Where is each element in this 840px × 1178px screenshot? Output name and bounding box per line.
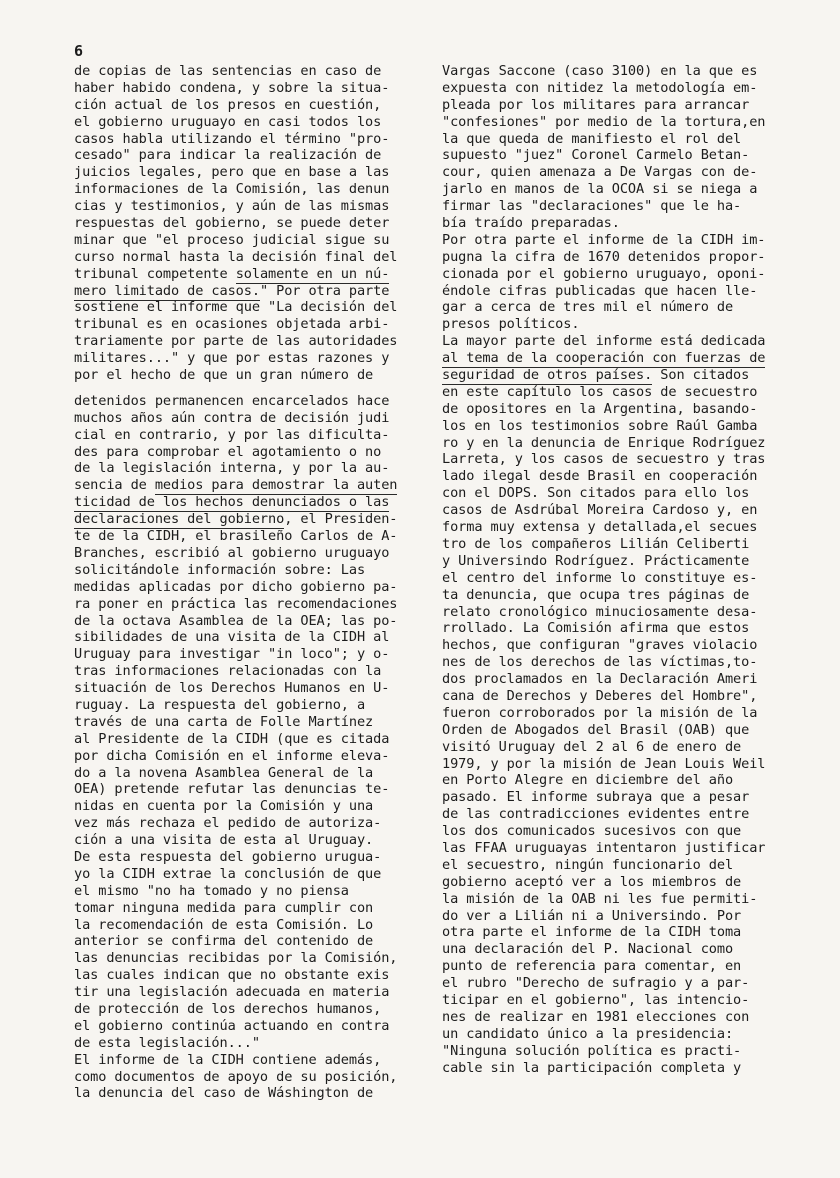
text-line: [74, 950, 414, 967]
text-line: [74, 299, 414, 316]
text-line: [442, 299, 794, 316]
text-segment: la que queda de manifiesto el rol del: [442, 130, 742, 147]
text-line: [74, 900, 414, 917]
text-line: [442, 164, 794, 181]
text-line: [74, 967, 414, 984]
text-line: [74, 613, 414, 630]
text-segment: des para comprobar el agotamiento o no: [74, 443, 382, 460]
text-line: [74, 80, 414, 97]
text-line: [442, 637, 794, 654]
text-segment: Por otra parte el informe de la CIDH im-: [442, 231, 766, 248]
text-line: [74, 748, 414, 765]
text-line: [442, 823, 794, 840]
text-line: [74, 232, 414, 249]
text-line: [74, 917, 414, 934]
text-segment: el gobierno continúa actuando en contra: [74, 1017, 390, 1034]
text-segment: presos políticos.: [442, 316, 580, 333]
text-segment: ra poner en práctica las recomendaciones: [74, 595, 398, 612]
text-line: [74, 731, 414, 748]
text-segment: el mismo "no ha tomado y no piensa: [74, 882, 349, 899]
text-line: [442, 1060, 794, 1077]
text-segment: de la octava Asamblea de la OEA; las po-: [74, 612, 398, 629]
text-line: [442, 316, 794, 333]
text-line: [442, 249, 794, 266]
text-segment: do ver a Lilián ni a Universindo. Por: [442, 907, 742, 924]
text-line: [74, 215, 414, 232]
text-line: [442, 739, 794, 756]
text-segment: hechos, que configuran "graves violacio: [442, 637, 758, 654]
text-segment: el secuestro, ningún funcionario del: [442, 856, 734, 873]
text-segment: militares..." y que por estas razones y: [74, 350, 390, 367]
text-segment: pasado. El informe subraya que a pesar: [442, 789, 750, 806]
text-segment: La mayor parte del informe está dedicada: [442, 333, 766, 350]
text-segment: tomar ninguna medida para cumplir con: [74, 899, 374, 916]
underlined-text: ticidad de los hechos denunciados o las: [74, 494, 390, 511]
text-segment: respuestas del gobierno, se puede deter: [74, 215, 390, 232]
text-segment: sibilidades de una visita de la CIDH al: [74, 629, 390, 646]
text-line: [74, 646, 414, 663]
text-line: [74, 427, 414, 444]
text-segment: vez más rechaza el pedido de autoriza-: [74, 815, 382, 832]
text-line: [442, 722, 794, 739]
text-segment: pleada por los militares para arrancar: [442, 96, 750, 113]
underlined-text: solamente en un nú-: [235, 265, 390, 282]
text-line: [442, 215, 794, 232]
text-segment: pugna la cifra de 1670 detenidos propor-: [442, 248, 766, 265]
text-segment: tras informaciones relacionadas con la: [74, 663, 382, 680]
text-segment: otra parte el informe de la CIDH toma: [442, 924, 742, 941]
text-line: [442, 350, 794, 367]
text-segment: curso normal hasta la decisión final del: [74, 248, 398, 265]
text-segment: de copias de las sentencias en caso de: [74, 63, 382, 79]
text-segment: " Por otra parte: [259, 282, 390, 299]
text-line: [442, 1043, 794, 1060]
paragraph-gap: [74, 384, 414, 393]
text-segment: "confesiones" por medio de la tortura,en: [442, 113, 766, 130]
text-line: [442, 958, 794, 975]
text-line: [74, 815, 414, 832]
text-segment: detenidos permanencen encarcelados hace: [74, 392, 390, 409]
text-segment: gar a cerca de tres mil el número de: [442, 299, 734, 316]
text-segment: de esta legislación...": [74, 1034, 260, 1051]
underlined-text: al tema de la cooperación con fuerzas de: [442, 350, 766, 367]
underlined-text: medios para demostrar la auten: [154, 477, 398, 494]
text-line: [442, 198, 794, 215]
text-segment: nes de realizar en 1981 elecciones con: [442, 1008, 750, 1025]
text-line: [442, 941, 794, 958]
text-line: [442, 266, 794, 283]
text-segment: casos habla utilizando el término "pro-: [74, 130, 390, 147]
text-segment: tro de los compañeros Lilián Celiberti: [442, 535, 750, 552]
text-segment: con el DOPS. Son citados para ello los: [442, 485, 750, 502]
text-line: [442, 80, 794, 97]
text-line: [74, 866, 414, 883]
text-line: [74, 444, 414, 461]
text-line: [74, 316, 414, 333]
text-segment: los dos comunicados sucesivos con que: [442, 823, 742, 840]
text-line: [442, 418, 794, 435]
text-line: [442, 63, 794, 80]
text-segment: cana de Derechos y Deberes del Hombre",: [442, 687, 758, 704]
text-segment: OEA) pretende refutar las denuncias te-: [74, 781, 390, 798]
text-segment: Orden de Abogados del Brasil (OAB) que: [442, 721, 750, 738]
text-line: [74, 511, 414, 528]
text-segment: 1979, y por la misión de Jean Louis Weil: [442, 755, 766, 772]
text-segment: lado ilegal desde Brasil en cooperación: [442, 468, 758, 485]
text-line: [74, 933, 414, 950]
text-line: [74, 832, 414, 849]
text-segment: relato cronológico minuciosamente desa-: [442, 603, 758, 620]
text-line: [74, 477, 414, 494]
text-segment: el centro del informe lo constituye es-: [442, 569, 758, 586]
text-segment: los en los testimonios sobre Raúl Gamba: [442, 417, 758, 434]
text-segment: tir una legislación adecuada en materia: [74, 984, 390, 1001]
text-line: [442, 924, 794, 941]
text-segment: nes de los derechos de las víctimas,to-: [442, 654, 758, 671]
text-segment: situación de los Derechos Humanos en U-: [74, 680, 390, 697]
text-line: [74, 528, 414, 545]
text-line: [74, 1001, 414, 1018]
text-segment: tribunal competente: [74, 265, 236, 282]
text-segment: de las contradicciones evidentes entre: [442, 806, 750, 823]
text-line: [74, 680, 414, 697]
text-line: [74, 579, 414, 596]
text-line: [74, 63, 414, 80]
text-segment: ro y en la denuncia de Enrique Rodríguez: [442, 434, 766, 451]
text-segment: una declaración del P. Nacional como: [442, 941, 734, 958]
text-line: [74, 283, 414, 300]
text-segment: Vargas Saccone (caso 3100) en la que es: [442, 63, 758, 79]
text-line: [442, 857, 794, 874]
text-segment: casos de Asdrúbal Moreira Cardoso y, en: [442, 502, 758, 519]
text-segment: nidas en cuenta por la Comisión y una: [74, 798, 374, 815]
text-line: [74, 1085, 414, 1102]
text-segment: te de la CIDH, el brasileño Carlos de A-: [74, 528, 398, 545]
text-line: [442, 485, 794, 502]
text-segment: las FFAA uruguayas intentaron justificar: [442, 839, 766, 856]
text-line: [442, 468, 794, 485]
underlined-text: seguridad de otros países.: [442, 367, 653, 384]
text-segment: por el hecho de que un gran número de: [74, 367, 374, 384]
text-segment: Larreta, y los casos de secuestro y tras: [442, 451, 766, 468]
text-line: [74, 164, 414, 181]
text-segment: en Porto Alegre en diciembre del año: [442, 772, 734, 789]
text-segment: el gobierno uruguayo en casi todos los: [74, 113, 382, 130]
text-segment: éndole cifras publicadas que hacen lle-: [442, 282, 758, 299]
text-line: [442, 367, 794, 384]
text-segment: , el Presiden-: [284, 511, 398, 528]
text-line: [442, 806, 794, 823]
text-segment: como documentos de apoyo de su posición,: [74, 1068, 398, 1085]
text-segment: visitó Uruguay del 2 al 6 de enero de: [442, 738, 742, 755]
text-line: [74, 697, 414, 714]
text-line: [442, 891, 794, 908]
text-line: [74, 410, 414, 427]
text-segment: punto de referencia para comentar, en: [442, 958, 742, 975]
text-line: [442, 975, 794, 992]
text-segment: rrollado. La Comisión afirma que estos: [442, 620, 750, 637]
text-line: [74, 198, 414, 215]
text-line: [442, 536, 794, 553]
text-segment: cial en contrario, y por las dificulta-: [74, 426, 390, 443]
text-segment: tribunal es en ocasiones objetada arbi-: [74, 316, 390, 333]
text-segment: cias y testimonios, y aún de las mismas: [74, 198, 390, 215]
text-line: [442, 519, 794, 536]
text-line: [74, 562, 414, 579]
text-line: [74, 131, 414, 148]
text-line: [442, 705, 794, 722]
text-segment: la misión de la OAB ni les fue permiti-: [442, 890, 758, 907]
text-segment: expuesta con nitidez la metodología em-: [442, 79, 758, 96]
text-segment: ticipar en el gobierno", las intencio-: [442, 991, 750, 1008]
text-line: [74, 849, 414, 866]
text-segment: de opositores en la Argentina, basando-: [442, 400, 758, 417]
text-segment: cionada por el gobierno uruguayo, oponi-: [442, 265, 766, 282]
text-line: [442, 772, 794, 789]
text-segment: Uruguay para investigar "in loco"; y o-: [74, 646, 390, 663]
text-segment: través de una carta de Folle Martínez: [74, 713, 374, 730]
text-segment: la recomendación de esta Comisión. Lo: [74, 916, 374, 933]
text-line: [74, 1018, 414, 1035]
text-segment: fueron corroborados por la misión de la: [442, 704, 758, 721]
text-segment: supuesto "juez" Coronel Carmelo Betan-: [442, 147, 750, 164]
text-line: [74, 984, 414, 1001]
text-segment: y Universindo Rodríguez. Prácticamente: [442, 552, 750, 569]
text-line: [74, 367, 414, 384]
text-line: [74, 181, 414, 198]
text-line: [442, 131, 794, 148]
text-segment: la denuncia del caso de Wáshington de: [74, 1085, 374, 1102]
text-segment: informaciones de la Comisión, las denun: [74, 181, 390, 198]
text-segment: sostiene el informe que "La decisión del: [74, 299, 398, 316]
text-segment: De esta respuesta del gobierno urugua-: [74, 848, 382, 865]
text-line: [74, 114, 414, 131]
text-segment: en este capítulo los casos de secuestro: [442, 383, 758, 400]
text-segment: un candidato único a la presidencia:: [442, 1025, 734, 1042]
text-line: [74, 393, 414, 410]
text-segment: firmar las "declaraciones" que le ha-: [442, 198, 742, 215]
underlined-text: declaraciones del gobierno: [74, 511, 285, 528]
text-line: [442, 992, 794, 1009]
right-text-column: [442, 63, 794, 1076]
text-line: [442, 384, 794, 401]
text-line: [74, 1035, 414, 1052]
text-line: [74, 765, 414, 782]
text-line: [74, 147, 414, 164]
text-line: [442, 553, 794, 570]
text-line: [74, 1069, 414, 1086]
text-line: [74, 249, 414, 266]
text-line: [74, 494, 414, 511]
text-segment: de la legislación interna, y por la au-: [74, 460, 390, 477]
text-line: [442, 587, 794, 604]
text-line: [442, 604, 794, 621]
text-segment: sencia de: [74, 477, 155, 494]
page-number: 6: [74, 42, 84, 60]
text-segment: anterior se confirma del contenido de: [74, 933, 374, 950]
text-segment: El informe de la CIDH contiene además,: [74, 1051, 382, 1068]
text-line: [442, 908, 794, 925]
text-segment: dos proclamados en la Declaración Ameri: [442, 671, 758, 688]
text-segment: cesado" para indicar la realización de: [74, 147, 382, 164]
text-line: [442, 654, 794, 671]
underlined-text: mero limitado de casos.: [74, 282, 260, 299]
text-line: [442, 688, 794, 705]
text-segment: medidas aplicadas por dicho gobierno pa-: [74, 578, 398, 595]
text-segment: por dicha Comisión en el informe eleva-: [74, 747, 390, 764]
text-segment: Son citados: [652, 367, 750, 384]
text-line: [442, 1026, 794, 1043]
text-line: [74, 333, 414, 350]
text-segment: ción a una visita de esta al Uruguay.: [74, 832, 374, 849]
text-line: [74, 266, 414, 283]
text-line: [442, 620, 794, 637]
text-segment: juicios legales, pero que en base a las: [74, 164, 390, 181]
text-line: [74, 798, 414, 815]
text-line: [442, 232, 794, 249]
text-segment: jarlo en manos de la OCOA si se niega a: [442, 181, 758, 198]
text-line: [442, 435, 794, 452]
text-line: [74, 714, 414, 731]
text-segment: de protección de los derechos humanos,: [74, 1000, 382, 1017]
text-segment: las denuncias recibidas por la Comisión,: [74, 950, 398, 967]
text-line: [442, 502, 794, 519]
text-segment: bía traído preparadas.: [442, 215, 620, 232]
text-segment: trariamente por parte de las autoridades: [74, 333, 398, 350]
text-line: [74, 883, 414, 900]
left-text-column: [74, 63, 414, 1102]
text-segment: ta denuncia, que ocupa tres páginas de: [442, 586, 750, 603]
text-line: [74, 545, 414, 562]
text-segment: "Ninguna solución política es practi-: [442, 1042, 742, 1059]
text-segment: las cuales indican que no obstante exis: [74, 967, 390, 984]
text-segment: solicitándole información sobre: Las: [74, 561, 366, 578]
text-segment: cour, quien amenaza a De Vargas con de-: [442, 164, 758, 181]
text-line: [442, 181, 794, 198]
text-segment: cable sin la participación completa y: [442, 1059, 742, 1076]
text-line: [442, 840, 794, 857]
text-segment: ruguay. La respuesta del gobierno, a: [74, 696, 366, 713]
text-line: [442, 1009, 794, 1026]
text-segment: do a la novena Asamblea General de la: [74, 764, 374, 781]
text-line: [74, 781, 414, 798]
text-segment: ción actual de los presos en cuestión,: [74, 96, 382, 113]
text-line: [442, 147, 794, 164]
text-line: [74, 629, 414, 646]
text-line: [74, 460, 414, 477]
text-line: [442, 114, 794, 131]
text-line: [442, 333, 794, 350]
text-segment: gobierno aceptó ver a los miembros de: [442, 873, 742, 890]
text-line: [74, 350, 414, 367]
text-segment: al Presidente de la CIDH (que es citada: [74, 730, 390, 747]
text-line: [74, 596, 414, 613]
text-line: [74, 1052, 414, 1069]
text-line: [442, 756, 794, 773]
text-line: [442, 874, 794, 891]
text-line: [74, 663, 414, 680]
text-segment: haber habido condena, y sobre la situa-: [74, 79, 390, 96]
text-line: [442, 789, 794, 806]
text-segment: Branches, escribió al gobierno uruguayo: [74, 544, 390, 561]
text-segment: muchos años aún contra de decisión judi: [74, 409, 390, 426]
text-line: [442, 451, 794, 468]
text-segment: minar que "el proceso judicial sigue su: [74, 231, 390, 248]
text-segment: yo la CIDH extrae la conclusión de que: [74, 865, 382, 882]
text-segment: el rubro "Derecho de sufragio y a par-: [442, 975, 750, 992]
text-line: [442, 570, 794, 587]
text-line: [442, 671, 794, 688]
text-line: [74, 97, 414, 114]
text-line: [442, 283, 794, 300]
text-line: [442, 401, 794, 418]
text-line: [442, 97, 794, 114]
text-segment: forma muy extensa y detallada,el secues: [442, 519, 758, 536]
